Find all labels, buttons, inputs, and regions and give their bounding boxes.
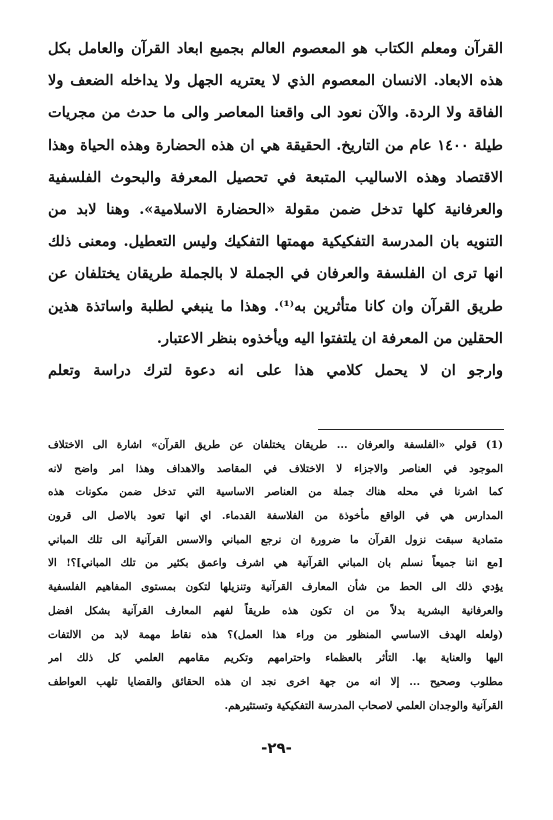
- footnote-line: اليها والعناية بها. التأثر بالعظماء واحترامهم وتكريم مقامهم العلمي كل ذلك امر: [48, 652, 503, 665]
- body-line: طيلة ١٤٠٠ عام من التاريخ. الحقيقة هي ان هذه الحضارة وهذه الحياة وهذا: [48, 136, 503, 154]
- footnote-line: المدارس هي في الواقع مأخوذة من الفلاسفة القدماء. اي انها تعود بالاصل الى قرون: [48, 510, 503, 523]
- body-line: هذه الابعاد. الانسان المعصوم الذي لا يعتريه الجهل ولا يداخله الضعف ولا: [48, 72, 503, 90]
- footnote-line: (1) قولي «الفلسفة والعرفان ... طريقان يختلفان عن طريق القرآن» اشارة الى الاختلاف: [48, 439, 503, 451]
- body-line: والعرفانية كلها تدخل ضمن مقولة «الحضارة الاسلامية». وهنا لابد من: [48, 200, 503, 218]
- footnote-separator: [318, 429, 504, 430]
- body-line: الاقتصاد وهذه الاساليب المتبعة في تحصيل المعرفة والبحوث الفلسفية: [48, 168, 503, 186]
- footnote-line: يؤدي ذلك الى الحط من شأن المعارف القرآنية وتنزيلها لتكون بمستوى المفاهيم الفلسفية: [48, 581, 503, 594]
- main-text: [48, 33, 503, 387]
- footnotes: [48, 434, 503, 718]
- body-line: القرآن ومعلم الكتاب هو المعصوم العالم بجميع ابعاد القرآن والعامل بكل: [48, 40, 503, 57]
- body-line-paragraph-end: الحقلين من المعرفة ان يلتفتوا اليه ويأخذوه بنظر الاعتبار.: [156, 329, 503, 347]
- footnote-line: والعرفانية البشرية بدلاً من ان تكون هذه طريقاً لفهم المعارف القرآنية بشكل افضل: [48, 604, 503, 617]
- body-line: الفاقة ولا الردة. والآن نعود الى واقعنا المعاصر والى ما حدث من مجريات: [48, 104, 503, 122]
- footnote-line-end: القرآنية والوجدان العلمي لاصحاب المدرسة التفكيكية وتستثيرهم.: [224, 699, 503, 712]
- body-line: انها ترى ان الفلسفة والعرفان في الجملة لا بالجملة طريقان يختلفان عن: [48, 265, 503, 283]
- body-line: التنويه بان المدرسة التفكيكية مهمتها التفكيك وليس التعطيل. ومعنى ذلك: [48, 233, 503, 251]
- footnote-line: (ولعله الهدف الاساسي المنظور من وراء هذا العمل)؟ هذه نقاط مهمة لابد من الالتفات: [48, 628, 503, 641]
- footnote-line: [مع اننا جميعاً نسلم بان المباني القرآنية هي اشرف واعمق بكثير من تلك المباني]؟! الا: [48, 557, 503, 570]
- footnote-line: متمادية سبقت نزول القرآن ما ضرورة ان نرجع المباني والاسس القرآنية الى تلك المباني: [48, 533, 503, 546]
- footnote-line: الموجود في العناصر والاجزاء لا الاختلاف في المقاصد والاهداف وهذا امر واضح لانه: [48, 462, 503, 475]
- footnote-line: مطلوب وصحيح ... إلا انه من جهة اخرى نجد ان هذه الحقائق والقضايا تلهب العواطف: [48, 675, 503, 688]
- body-line: وارجو ان لا يحمل كلامي هذا على انه دعوة لترك دراسة وتعلم: [48, 361, 503, 379]
- page-number: -٢٩-: [261, 739, 292, 757]
- footnote-line: كما اشرنا في محله هناك جملة من العناصر الاساسية التي تدخل ضمن مكونات هذه: [48, 486, 503, 499]
- body-line: طريق القرآن وان كانا متأثرين به⁽¹⁾. وهذا ما ينبغي لطلبة واساتذة هذين: [48, 297, 503, 315]
